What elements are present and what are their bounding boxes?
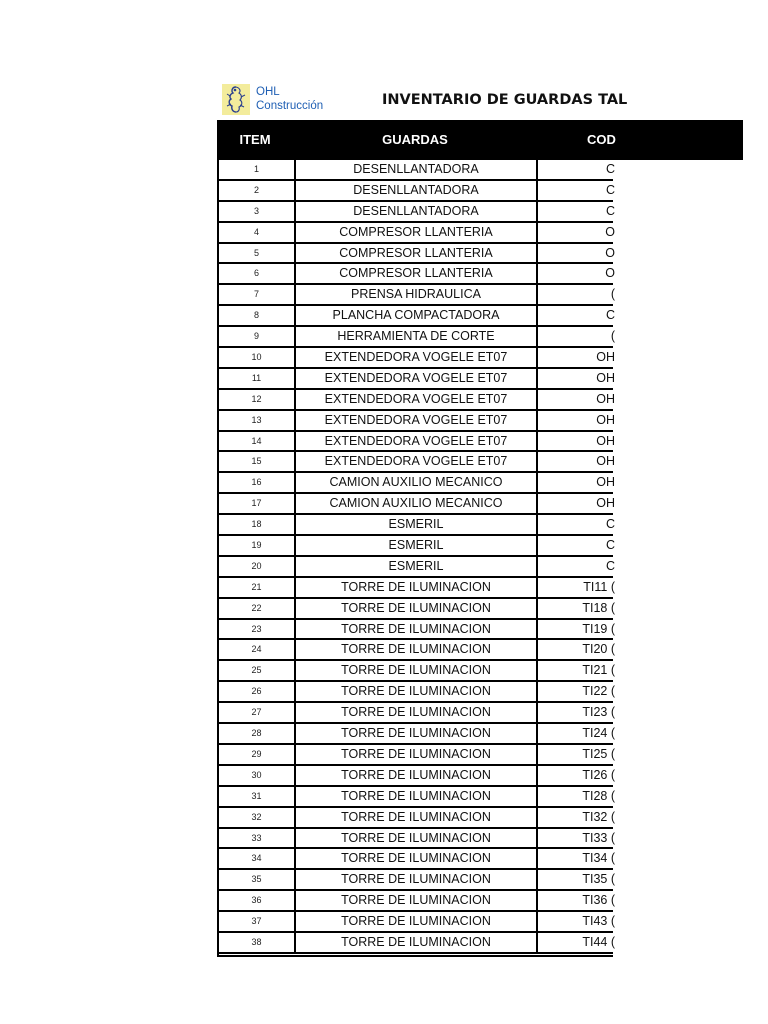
item-number-cell: 28 [219,724,296,743]
cod-cell: TI23 ( [582,705,615,720]
guarda-cell: ESMERIL [296,557,538,576]
item-number-cell: 8 [219,306,296,325]
guarda-cell: ESMERIL [296,515,538,534]
cod-cell: TI11 ( [583,579,615,594]
item-number-cell: 17 [219,494,296,513]
item-number-cell: 27 [219,703,296,722]
logo-line-2: Construcción [256,100,324,112]
cod-cell: TI35 ( [582,872,615,887]
item-number-cell: 5 [219,244,296,263]
cod-cell: OH [596,496,615,511]
table-row [219,160,613,181]
guarda-cell: TORRE DE ILUMINACION [296,912,538,931]
table-row [219,369,613,390]
item-number-cell: 36 [219,891,296,910]
table-row [219,515,613,536]
guarda-cell: HERRAMIENTA DE CORTE [296,327,538,346]
item-number-cell: 3 [219,202,296,221]
logo-line-1: OHL [256,86,280,98]
guarda-cell: COMPRESOR LLANTERIA [296,244,538,263]
item-number-cell: 23 [219,620,296,639]
company-logo [222,83,330,117]
table-row [219,703,613,724]
document-title: INVENTARIO DE GUARDAS TAL [382,92,628,108]
item-number-cell: 26 [219,682,296,701]
guarda-cell: TORRE DE ILUMINACION [296,766,538,785]
table-row [219,452,613,473]
table-row [219,432,613,453]
item-number-cell: 20 [219,557,296,576]
cod-cell: C [605,538,615,553]
item-number-cell: 21 [219,578,296,597]
table-row [219,870,613,891]
cod-cell: O [605,266,615,281]
item-number-cell: 30 [219,766,296,785]
cod-cell: ( [610,287,615,302]
cod-cell: OH [596,475,615,490]
cod-cell: TI34 ( [582,851,615,866]
guarda-cell: PLANCHA COMPACTADORA [296,306,538,325]
inventory-table [217,160,613,957]
cod-cell: ( [610,329,615,344]
logo-text [256,85,323,113]
item-number-cell: 24 [219,640,296,659]
guarda-cell: EXTENDEDORA VOGELE ET07 [296,452,538,471]
table-row [219,912,613,933]
table-row [219,829,613,850]
cod-cell: TI24 ( [582,726,615,741]
cod-cell: C [605,558,615,573]
table-row [219,933,613,954]
cod-cell: TI33 ( [582,830,615,845]
guarda-cell: TORRE DE ILUMINACION [296,578,538,597]
item-number-cell: 10 [219,348,296,367]
item-number-cell: 35 [219,870,296,889]
guarda-cell: TORRE DE ILUMINACION [296,620,538,639]
guarda-cell: ESMERIL [296,536,538,555]
cod-cell: OH [596,391,615,406]
table-header [217,120,743,160]
item-number-cell: 22 [219,599,296,618]
table-row [219,682,613,703]
guarda-cell: EXTENDEDORA VOGELE ET07 [296,390,538,409]
cod-cell: TI36 ( [582,893,615,908]
cod-cell: O [605,224,615,239]
item-number-cell: 38 [219,933,296,952]
table-row [219,661,613,682]
table-row [219,244,613,265]
table-row [219,411,613,432]
item-number-cell: 14 [219,432,296,451]
guarda-cell: DESENLLANTADORA [296,160,538,179]
guarda-cell: TORRE DE ILUMINACION [296,787,538,806]
item-number-cell: 15 [219,452,296,471]
cod-cell: TI20 ( [582,642,615,657]
cod-cell: TI26 ( [582,767,615,782]
item-number-cell: 19 [219,536,296,555]
item-number-cell: 7 [219,285,296,304]
table-row [219,578,613,599]
cod-cell: C [605,517,615,532]
cod-cell: TI22 ( [582,684,615,699]
table-row [219,891,613,912]
table-row [219,327,613,348]
table-row [219,264,613,285]
cod-cell: TI44 ( [582,934,615,949]
guarda-cell: TORRE DE ILUMINACION [296,599,538,618]
item-number-cell: 9 [219,327,296,346]
item-number-cell: 4 [219,223,296,242]
table-row [219,473,613,494]
guarda-cell: TORRE DE ILUMINACION [296,682,538,701]
item-number-cell: 34 [219,849,296,868]
table-row [219,599,613,620]
cod-cell: TI19 ( [582,621,615,636]
guarda-cell: EXTENDEDORA VOGELE ET07 [296,432,538,451]
guarda-cell: TORRE DE ILUMINACION [296,870,538,889]
cod-cell: OH [596,454,615,469]
cod-cell: C [605,203,615,218]
guarda-cell: EXTENDEDORA VOGELE ET07 [296,369,538,388]
table-row [219,557,613,578]
item-number-cell: 37 [219,912,296,931]
header-guardas: GUARDAS [382,132,448,147]
cod-cell: OH [596,412,615,427]
item-number-cell: 32 [219,808,296,827]
cod-cell: TI43 ( [582,914,615,929]
item-number-cell: 29 [219,745,296,764]
item-number-cell: 13 [219,411,296,430]
guarda-cell: CAMION AUXILIO MECANICO [296,473,538,492]
table-row [219,202,613,223]
item-number-cell: 31 [219,787,296,806]
guarda-cell: PRENSA HIDRAULICA [296,285,538,304]
guarda-cell: TORRE DE ILUMINACION [296,849,538,868]
table-row [219,223,613,244]
table-row [219,620,613,641]
item-number-cell: 16 [219,473,296,492]
cod-cell: TI25 ( [582,746,615,761]
table-row [219,787,613,808]
cod-cell: OH [596,370,615,385]
table-row [219,849,613,870]
guarda-cell: DESENLLANTADORA [296,202,538,221]
item-number-cell: 11 [219,369,296,388]
table-row [219,285,613,306]
guarda-cell: EXTENDEDORA VOGELE ET07 [296,411,538,430]
guarda-cell: EXTENDEDORA VOGELE ET07 [296,348,538,367]
table-row [219,181,613,202]
item-number-cell: 1 [219,160,296,179]
guarda-cell: TORRE DE ILUMINACION [296,808,538,827]
cod-cell: C [605,182,615,197]
header-cod: COD [587,132,616,147]
guarda-cell: TORRE DE ILUMINACION [296,829,538,848]
item-number-cell: 33 [219,829,296,848]
header-item: ITEM [239,132,271,147]
table-row [219,724,613,745]
cod-cell: TI28 ( [582,788,615,803]
guarda-cell: TORRE DE ILUMINACION [296,724,538,743]
table-row [219,348,613,369]
guarda-cell: DESENLLANTADORA [296,181,538,200]
cod-cell: OH [596,350,615,365]
logo-emblem-icon [222,84,250,115]
guarda-cell: TORRE DE ILUMINACION [296,640,538,659]
guarda-cell: COMPRESOR LLANTERIA [296,264,538,283]
table-row [219,494,613,515]
guarda-cell: TORRE DE ILUMINACION [296,933,538,952]
guarda-cell: TORRE DE ILUMINACION [296,891,538,910]
cod-cell: TI21 ( [582,663,615,678]
guarda-cell: TORRE DE ILUMINACION [296,745,538,764]
cod-cell: C [605,162,615,176]
guarda-cell: TORRE DE ILUMINACION [296,661,538,680]
table-row [219,306,613,327]
guarda-cell: TORRE DE ILUMINACION [296,703,538,722]
cod-cell: TI32 ( [582,809,615,824]
item-number-cell: 18 [219,515,296,534]
table-row [219,808,613,829]
table-row [219,390,613,411]
guarda-cell: COMPRESOR LLANTERIA [296,223,538,242]
cod-cell: OH [596,433,615,448]
cod-cell: O [605,245,615,260]
item-number-cell: 25 [219,661,296,680]
item-number-cell: 12 [219,390,296,409]
table-row [219,640,613,661]
cod-cell: TI18 ( [582,600,615,615]
item-number-cell: 6 [219,264,296,283]
item-number-cell: 2 [219,181,296,200]
table-row [219,766,613,787]
cod-cell: C [605,308,615,323]
guarda-cell: CAMION AUXILIO MECANICO [296,494,538,513]
table-row [219,745,613,766]
table-row [219,536,613,557]
